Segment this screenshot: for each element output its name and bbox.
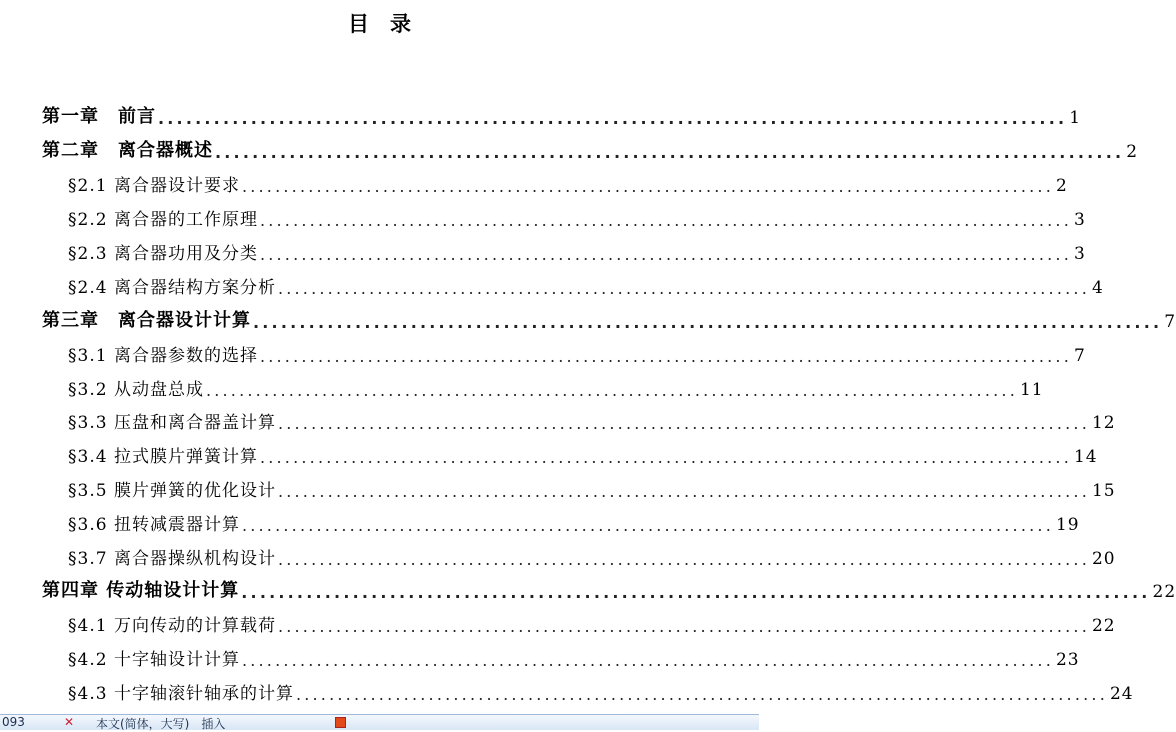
toc-entry[interactable] [42,304,1176,332]
toc-entry-page: 19 [1055,515,1080,535]
toc-entry-label: §3.5 膜片弹簧的优化设计 [68,481,276,501]
toc-entry[interactable] [42,134,1139,162]
toc-entry[interactable] [68,405,1116,433]
toc-entry-page: 20 [1091,549,1116,569]
toc-entry-page: 11 [1019,380,1044,400]
toc-entry-label: 第三章 离合器设计计算 [42,310,251,331]
toc-entry-page: 3 [1073,244,1086,264]
toc-entry-page: 2 [1126,142,1139,162]
toc-leader-dots: .................................................................................................. [277,482,1090,501]
toc-entry-label: §2.4 离合器结构方案分析 [68,278,276,298]
toc-leader-dots: .................................................................................................. [259,245,1072,264]
toc-entry-label: §4.2 十字轴设计计算 [68,650,240,670]
toc-entry-label: 第一章 前言 [42,106,156,127]
toc-leader-dots: .................................................................................................. [259,211,1072,230]
toc-entry-page: 2 [1055,176,1068,196]
toc-entry[interactable] [68,473,1116,501]
toc-leader-dots: .................................................................................................. [158,109,1068,128]
toc-entry[interactable] [68,168,1068,196]
taskbar [0,714,759,730]
toc-entry[interactable] [68,236,1086,264]
toc-entry-label: §2.2 离合器的工作原理 [68,210,258,230]
toc-leader-dots: .................................................................................................. [241,651,1054,670]
toc-entry-label: §3.7 离合器操纵机构设计 [68,549,276,569]
toc-entry[interactable] [68,541,1116,569]
toc-entry-page: 14 [1073,447,1098,467]
toc-entry-page: 15 [1091,481,1116,501]
toc-leader-dots: .................................................................................................. [205,381,1018,400]
toc-entry-page: 22 [1091,616,1116,636]
toc-entry[interactable] [68,372,1044,400]
toc-entry-page: 1 [1069,108,1082,128]
toc-entry-page: 24 [1109,684,1134,704]
toc-entry-page: 3 [1073,210,1086,230]
toc-leader-dots: .................................................................................................. [277,414,1090,433]
taskbar-document-label[interactable]: 本文(简体，大写) 插入 [96,717,226,731]
toc-entry-label: §2.3 离合器功用及分类 [68,244,258,264]
toc-entry[interactable] [68,439,1098,467]
toc-entry-label: §4.3 十字轴滚针轴承的计算 [68,684,294,704]
toc-entry-page: 12 [1091,413,1116,433]
page-title: 目 录 [348,12,411,36]
toc-entry-label: §2.1 离合器设计要求 [68,176,240,196]
toc-entry[interactable] [42,574,1176,602]
toc-leader-dots: .................................................................................................. [253,313,1163,332]
toc-entry-page: 4 [1091,278,1104,298]
taskbar-left-text: 093 [2,715,25,729]
toc-entry[interactable] [68,338,1086,366]
toc-leader-dots: .................................................................................................. [259,347,1072,366]
toc-entry-label: §3.2 从动盘总成 [68,380,204,400]
toc-entry[interactable] [42,100,1082,128]
toc-entry-page: 23 [1055,650,1080,670]
app-square-icon[interactable] [335,717,346,728]
toc-leader-dots: .................................................................................................. [295,685,1108,704]
toc-entry[interactable] [68,507,1080,535]
toc-entry[interactable] [68,608,1116,636]
toc-leader-dots: .................................................................................................. [215,143,1125,162]
close-x-icon[interactable]: ✕ [64,715,75,729]
toc-entry[interactable] [68,270,1104,298]
toc-leader-dots: .................................................................................................. [259,448,1072,467]
toc-entry[interactable] [68,676,1134,704]
toc-entry-label: 第四章 传动轴设计计算 [42,580,240,601]
toc-entry-page: 7 [1164,312,1176,332]
toc-entry-label: §4.1 万向传动的计算载荷 [68,616,276,636]
toc-entry[interactable] [68,202,1086,230]
toc-leader-dots: .................................................................................................. [241,516,1054,535]
toc-entry-label: §3.4 拉式膜片弹簧计算 [68,447,258,467]
toc-entry-label: §3.6 扭转减震器计算 [68,515,240,535]
toc-leader-dots: .................................................................................................. [277,550,1090,569]
toc-leader-dots: .................................................................................................. [277,279,1090,298]
toc-leader-dots: .................................................................................................. [241,583,1151,602]
toc-entry[interactable] [68,642,1080,670]
toc-leader-dots: .................................................................................................. [241,177,1054,196]
toc-entry-page: 22 [1152,582,1176,602]
toc-entry-label: §3.1 离合器参数的选择 [68,346,258,366]
toc-entry-label: §3.3 压盘和离合器盖计算 [68,413,276,433]
toc-entry-label: 第二章 离合器概述 [42,140,213,161]
toc-entry-page: 7 [1073,346,1086,366]
toc-leader-dots: .................................................................................................. [277,617,1090,636]
